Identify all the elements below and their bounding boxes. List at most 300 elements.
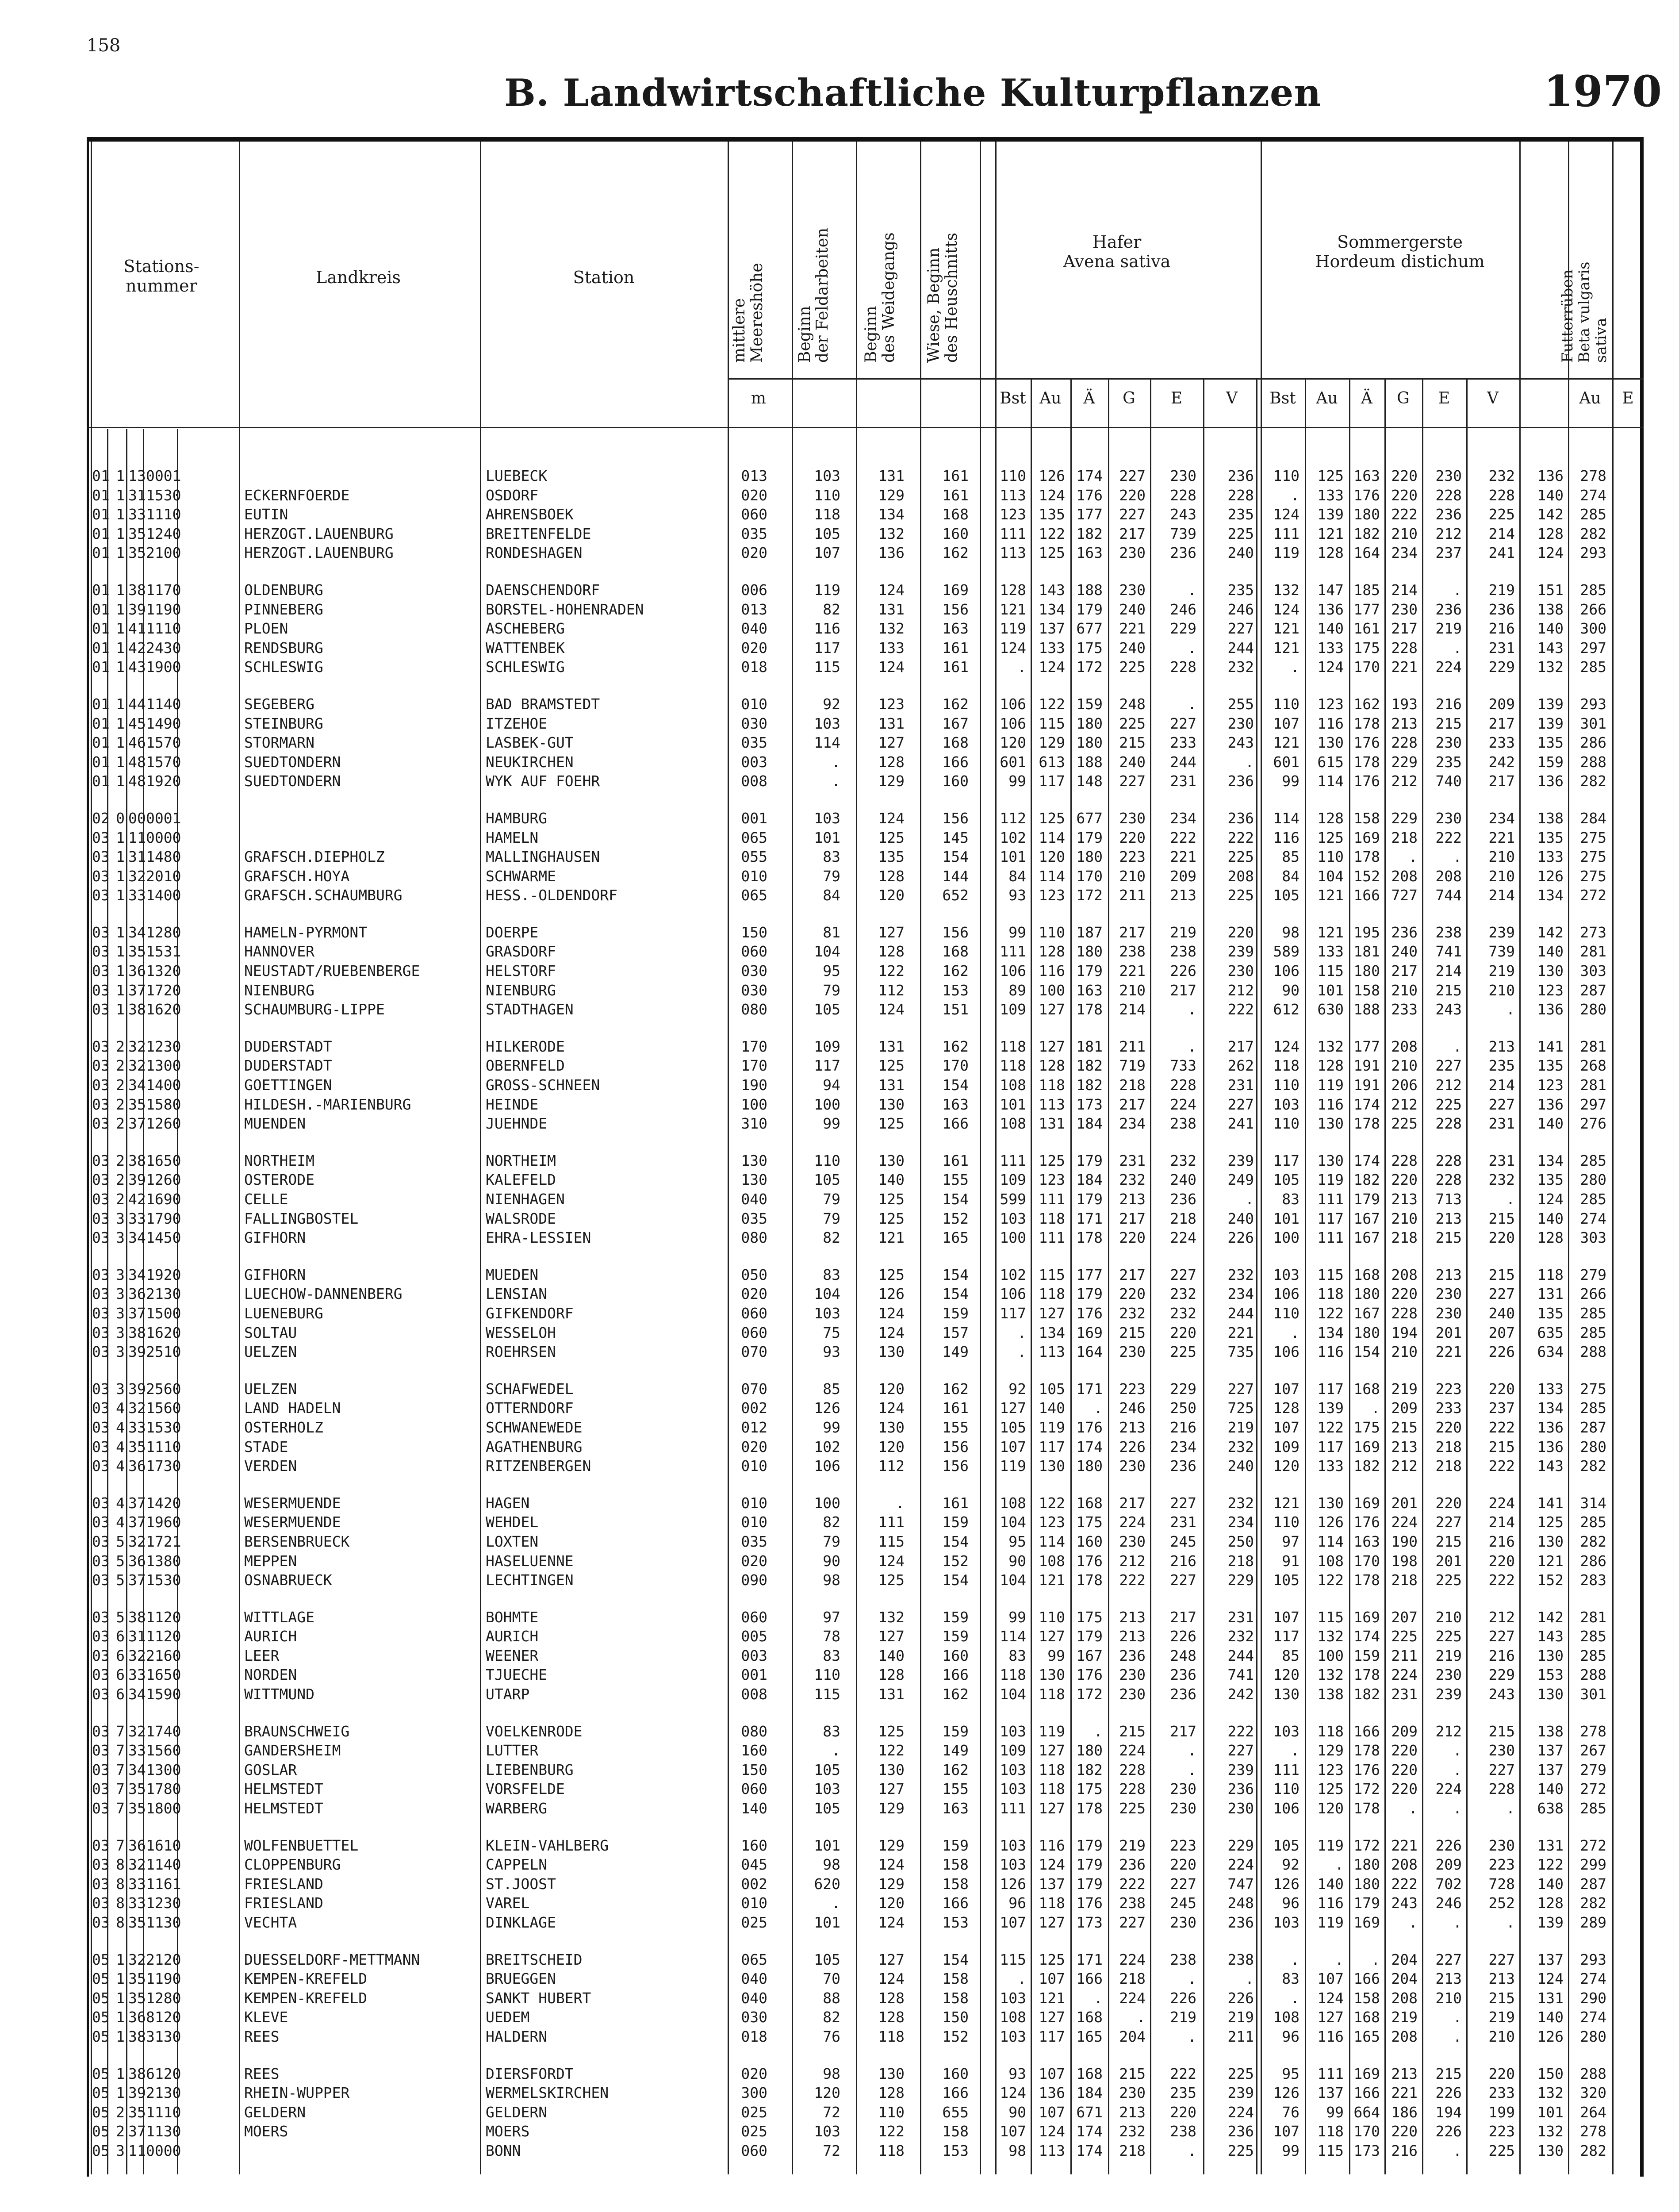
value-cell: 98 xyxy=(1008,2142,1026,2159)
value-cell: 158 xyxy=(942,1875,969,1893)
value-cell: 122 xyxy=(878,2123,905,2140)
value-cell: 109 xyxy=(814,1037,840,1055)
value-cell: 110 xyxy=(878,2103,905,2121)
station-number-cell: 1560 xyxy=(146,1399,181,1417)
station-number-cell: 03 xyxy=(92,848,110,866)
value-cell: 210 xyxy=(1391,1210,1418,1227)
value-cell: 228 xyxy=(1170,1076,1196,1094)
value-cell: 163 xyxy=(942,1095,969,1113)
value-cell: 285 xyxy=(1580,1399,1606,1417)
value-cell: 677 xyxy=(1076,620,1103,637)
value-cell: 231 xyxy=(1119,1152,1146,1169)
station-cell: WERMELSKIRCHEN xyxy=(486,2084,609,2102)
value-cell: 162 xyxy=(942,695,969,713)
landkreis-cell: SCHAUMBURG-LIPPE xyxy=(244,1001,385,1018)
station-number-cell: 1230 xyxy=(146,1037,181,1055)
value-cell: 218 xyxy=(1391,829,1418,846)
value-cell: 225 xyxy=(1435,1571,1462,1589)
station-number-cell: 34 xyxy=(128,1076,146,1094)
value-cell: 275 xyxy=(1580,1380,1606,1398)
value-cell: 159 xyxy=(1353,1647,1380,1664)
table-row xyxy=(0,1322,1679,1342)
station-cell: CAPPELN xyxy=(486,1856,548,1874)
station-number-cell: 41 xyxy=(128,620,146,637)
table-row xyxy=(0,657,1679,676)
value-cell: 180 xyxy=(1076,734,1103,752)
value-cell: 124 xyxy=(1537,1970,1564,1988)
landkreis-cell: LAND HADELN xyxy=(244,1399,341,1417)
value-cell: 96 xyxy=(1282,1894,1300,1912)
value-cell: 219 xyxy=(1391,2008,1418,2026)
value-cell: 227 xyxy=(1435,1951,1462,1968)
value-cell: 107 xyxy=(1000,1438,1026,1455)
value-cell: 172 xyxy=(1353,1836,1380,1854)
value-cell: 225 xyxy=(1391,1628,1418,1645)
value-cell: 217 xyxy=(1170,1722,1196,1740)
station-number-cell: 03 xyxy=(92,1190,110,1208)
station-number-cell: 1920 xyxy=(146,772,181,790)
value-cell: 281 xyxy=(1580,1608,1606,1626)
value-cell: 286 xyxy=(1580,734,1606,752)
landkreis-cell: DUDERSTADT xyxy=(244,1057,332,1075)
value-cell: 238 xyxy=(1227,1951,1254,1968)
landkreis-cell: WESERMUENDE xyxy=(244,1494,341,1512)
value-cell: 178 xyxy=(1353,1800,1380,1817)
value-cell: 117 xyxy=(1317,1380,1344,1398)
value-cell: 131 xyxy=(1039,1115,1065,1133)
value-cell: 127 xyxy=(1039,2008,1065,2026)
value-cell: 245 xyxy=(1170,1894,1196,1912)
landkreis-cell: CELLE xyxy=(244,1190,288,1208)
table-row xyxy=(0,618,1679,637)
page-year: 1970 xyxy=(1544,66,1662,116)
row-gap xyxy=(0,676,1679,694)
row-gap xyxy=(0,1703,1679,1721)
value-cell: 107 xyxy=(1273,1608,1300,1626)
value-cell: 140 xyxy=(1537,620,1564,637)
value-cell: 194 xyxy=(1435,2103,1462,2121)
value-cell: 120 xyxy=(878,1438,905,1455)
value-cell: 230 xyxy=(1170,1780,1196,1798)
landkreis-cell: RHEIN-WUPPER xyxy=(244,2084,350,2102)
table-row xyxy=(0,1684,1679,1703)
value-cell: 225 xyxy=(1170,1343,1196,1361)
value-cell: 212 xyxy=(1119,1552,1146,1570)
value-cell: 154 xyxy=(1353,1343,1380,1361)
value-cell: 655 xyxy=(942,2103,969,2121)
landkreis-cell: MEPPEN xyxy=(244,1552,297,1570)
value-cell: 671 xyxy=(1076,2103,1103,2121)
station-number-cell: 1 xyxy=(116,544,125,562)
station-number-cell: 1 xyxy=(116,981,125,999)
landkreis-cell: HAMELN-PYRMONT xyxy=(244,923,368,941)
value-cell: 224 xyxy=(1119,1951,1146,1968)
value-cell: 105 xyxy=(814,1951,840,1968)
value-cell: 204 xyxy=(1119,2028,1146,2045)
value-cell: 228 xyxy=(1391,639,1418,657)
value-cell: 124 xyxy=(878,1001,905,1018)
value-cell: 125 xyxy=(1039,1951,1065,1968)
value-cell: 176 xyxy=(1353,1513,1380,1531)
value-cell: 154 xyxy=(942,1076,969,1094)
station-number-cell: 2120 xyxy=(146,1951,181,1968)
value-cell: 230 xyxy=(1488,1742,1515,1759)
value-cell: 161 xyxy=(942,658,969,676)
station-number-cell: 1 xyxy=(116,486,125,504)
value-cell: 180 xyxy=(1353,1285,1380,1303)
value-cell: 124 xyxy=(878,581,905,599)
station-number-cell: 00 xyxy=(128,809,146,827)
value-cell: 236 xyxy=(1227,809,1254,827)
station-number-cell: 05 xyxy=(92,2065,110,2082)
table-row xyxy=(0,1283,1679,1303)
station-number-cell: 35 xyxy=(128,2103,146,2121)
value-cell: 119 xyxy=(1273,544,1300,562)
value-cell: 226 xyxy=(1170,1989,1196,2007)
value-cell: 173 xyxy=(1353,2142,1380,2159)
value-cell: 243 xyxy=(1170,506,1196,523)
value-cell: 240 xyxy=(1119,753,1146,771)
station-number-cell: 01 xyxy=(92,639,110,657)
value-cell: 020 xyxy=(741,639,767,657)
value-cell: 118 xyxy=(1039,1761,1065,1778)
station-number-cell: 1140 xyxy=(146,695,181,713)
station-number-cell: 1140 xyxy=(146,1856,181,1874)
value-cell: 115 xyxy=(1000,1951,1026,1968)
value-cell: 107 xyxy=(1273,2123,1300,2140)
station-number-cell: 2 xyxy=(116,1171,125,1189)
value-cell: 124 xyxy=(878,1914,905,1931)
value-cell: 216 xyxy=(1170,1552,1196,1570)
value-cell: 230 xyxy=(1170,1914,1196,1931)
value-cell: 215 xyxy=(1119,734,1146,752)
table-row xyxy=(0,1949,1679,1969)
value-cell: 127 xyxy=(1039,1742,1065,1759)
station-number-cell: 1 xyxy=(116,867,125,885)
landkreis-cell: NORDEN xyxy=(244,1666,297,1684)
value-cell: 166 xyxy=(942,753,969,771)
value-cell: 128 xyxy=(878,867,905,885)
station-number-cell: 44 xyxy=(128,695,146,713)
table-row xyxy=(0,1493,1679,1512)
landkreis-cell: OSNABRUECK xyxy=(244,1571,332,1589)
station-number-cell: 1 xyxy=(116,714,125,732)
station-number-cell: 1110 xyxy=(146,620,181,637)
value-cell: 241 xyxy=(1488,544,1515,562)
landkreis-cell: FALLINGBOSTEL xyxy=(244,1210,359,1227)
station-number-cell: 0001 xyxy=(146,809,181,827)
value-cell: 179 xyxy=(1076,1628,1103,1645)
value-cell: 280 xyxy=(1580,1001,1606,1018)
value-cell: 116 xyxy=(1273,829,1300,846)
value-cell: 287 xyxy=(1580,981,1606,999)
value-cell: 152 xyxy=(942,1552,969,1570)
value-cell: 286 xyxy=(1580,1552,1606,1570)
value-cell: 72 xyxy=(823,2142,840,2159)
value-cell: 138 xyxy=(1537,1722,1564,1740)
value-cell: 135 xyxy=(1537,1171,1564,1189)
value-cell: 136 xyxy=(1039,2084,1065,2102)
landkreis-cell: PLOEN xyxy=(244,620,288,637)
value-cell: 118 xyxy=(1039,1894,1065,1912)
value-cell: 719 xyxy=(1119,1057,1146,1075)
value-cell: 060 xyxy=(741,506,767,523)
value-cell: 128 xyxy=(878,753,905,771)
station-number-cell: 36 xyxy=(128,2008,146,2026)
value-cell: 252 xyxy=(1488,1894,1515,1912)
value-cell: 215 xyxy=(1391,1418,1418,1436)
value-cell: 110 xyxy=(1273,1304,1300,1322)
value-cell: 85 xyxy=(1282,1647,1300,1664)
value-cell: 250 xyxy=(1170,1399,1196,1417)
station-number-cell: 1 xyxy=(116,1951,125,1968)
value-cell: 245 xyxy=(1170,1532,1196,1550)
station-number-cell: 1610 xyxy=(146,1836,181,1854)
value-cell: 135 xyxy=(1039,506,1065,523)
station-number-cell: 03 xyxy=(92,1494,110,1512)
value-cell: 90 xyxy=(1008,1552,1026,1570)
value-cell: 006 xyxy=(741,581,767,599)
station-cell: GROSS-SCHNEEN xyxy=(486,1076,600,1094)
value-cell: 177 xyxy=(1076,506,1103,523)
table-row xyxy=(0,1721,1679,1740)
value-cell: 122 xyxy=(1537,1856,1564,1874)
value-cell: 222 xyxy=(1488,1457,1515,1475)
value-cell: 92 xyxy=(1008,1380,1026,1398)
value-cell: 127 xyxy=(878,923,905,941)
value-cell: 159 xyxy=(942,1628,969,1645)
station-number-cell: 2560 xyxy=(146,1380,181,1398)
value-cell: 101 xyxy=(1537,2103,1564,2121)
value-cell: 213 xyxy=(1435,1210,1462,1227)
value-cell: 010 xyxy=(741,1494,767,1512)
value-cell: 127 xyxy=(878,734,905,752)
value-cell: 240 xyxy=(1227,1210,1254,1227)
value-cell: 122 xyxy=(1039,695,1065,713)
value-cell: 121 xyxy=(1317,923,1344,941)
value-cell: 123 xyxy=(1039,1513,1065,1531)
value-cell: . xyxy=(1453,1914,1462,1931)
value-cell: 020 xyxy=(741,544,767,562)
value-cell: 180 xyxy=(1353,506,1380,523)
station-number-cell: 3 xyxy=(116,1210,125,1227)
value-cell: 274 xyxy=(1580,1970,1606,1988)
station-cell: GRASDORF xyxy=(486,943,556,960)
value-cell: 135 xyxy=(1537,829,1564,846)
value-cell: 140 xyxy=(1537,943,1564,960)
value-cell: 84 xyxy=(1282,867,1300,885)
value-cell: 211 xyxy=(1227,2028,1254,2045)
value-cell: 218 xyxy=(1170,1210,1196,1227)
station-number-cell: 32 xyxy=(128,1951,146,1968)
station-number-cell: 1800 xyxy=(146,1800,181,1817)
value-cell: 230 xyxy=(1119,809,1146,827)
value-cell: 232 xyxy=(1488,1171,1515,1189)
value-cell: 282 xyxy=(1580,525,1606,542)
value-cell: 95 xyxy=(1282,2065,1300,2082)
station-cell: UTARP xyxy=(486,1686,530,1703)
station-number-cell: 39 xyxy=(128,2084,146,2102)
value-cell: 080 xyxy=(741,1001,767,1018)
unit-meter: m xyxy=(751,389,767,407)
station-number-cell: 3 xyxy=(116,1343,125,1361)
table-row xyxy=(0,1988,1679,2007)
value-cell: 240 xyxy=(1391,943,1418,960)
value-cell: 154 xyxy=(942,1532,969,1550)
value-cell: 142 xyxy=(1537,506,1564,523)
value-cell: 130 xyxy=(1537,1532,1564,1550)
value-cell: 129 xyxy=(1039,734,1065,752)
value-cell: 226 xyxy=(1119,1438,1146,1455)
station-number-cell: 03 xyxy=(92,1438,110,1455)
value-cell: 131 xyxy=(1537,1836,1564,1854)
value-cell: 174 xyxy=(1076,2142,1103,2159)
value-cell: 209 xyxy=(1435,1856,1462,1874)
value-cell: 635 xyxy=(1537,1324,1564,1341)
value-cell: 020 xyxy=(741,486,767,504)
value-cell: 156 xyxy=(942,600,969,618)
station-number-cell: 4 xyxy=(116,1418,125,1436)
value-cell: . xyxy=(1188,1742,1196,1759)
station-number-cell: 32 xyxy=(128,1722,146,1740)
station-number-cell: 03 xyxy=(92,1285,110,1303)
value-cell: 118 xyxy=(1000,1037,1026,1055)
value-cell: 106 xyxy=(1000,1285,1026,1303)
value-cell: 107 xyxy=(1273,714,1300,732)
value-cell: 136 xyxy=(1317,600,1344,618)
value-cell: 139 xyxy=(1317,1399,1344,1417)
value-cell: 176 xyxy=(1353,772,1380,790)
value-cell: 136 xyxy=(1537,772,1564,790)
value-cell: 002 xyxy=(741,1399,767,1417)
value-cell: 228 xyxy=(1119,1780,1146,1798)
station-number-cell: 03 xyxy=(92,829,110,846)
value-cell: 212 xyxy=(1391,1457,1418,1475)
value-cell: 180 xyxy=(1076,714,1103,732)
value-cell: 220 xyxy=(1435,1494,1462,1512)
value-cell: 76 xyxy=(823,2028,840,2045)
value-cell: 230 xyxy=(1227,962,1254,980)
value-cell: 173 xyxy=(1076,1914,1103,1931)
station-number-cell: 2 xyxy=(116,1037,125,1055)
station-number-cell: 6 xyxy=(116,1647,125,1664)
value-cell: 225 xyxy=(1227,2065,1254,2082)
value-cell: 116 xyxy=(1317,1095,1344,1113)
value-cell: 140 xyxy=(741,1800,767,1817)
value-cell: 226 xyxy=(1227,1229,1254,1247)
station-number-cell: 7 xyxy=(116,1836,125,1854)
value-cell: 209 xyxy=(1391,1722,1418,1740)
value-cell: 92 xyxy=(1282,1856,1300,1874)
value-cell: 133 xyxy=(1317,639,1344,657)
value-cell: 120 xyxy=(1273,1457,1300,1475)
station-number-cell: 1 xyxy=(116,923,125,941)
value-cell: 130 xyxy=(1317,1494,1344,1512)
landkreis-cell: KLEVE xyxy=(244,2008,288,2026)
station-number-cell: 4 xyxy=(116,1513,125,1531)
value-cell: 111 xyxy=(1317,1229,1344,1247)
value-cell: 125 xyxy=(878,1722,905,1740)
value-cell: 117 xyxy=(1000,1304,1026,1322)
value-cell: 214 xyxy=(1488,1513,1515,1531)
value-cell: 114 xyxy=(1039,829,1065,846)
value-cell: 166 xyxy=(942,1666,969,1684)
value-cell: 215 xyxy=(1488,1266,1515,1283)
value-cell: 117 xyxy=(814,639,840,657)
value-cell: . xyxy=(1291,486,1300,504)
station-number-cell: 4 xyxy=(116,1399,125,1417)
value-cell: 229 xyxy=(1391,809,1418,827)
value-cell: 652 xyxy=(942,887,969,904)
value-cell: 226 xyxy=(1435,2123,1462,2140)
value-cell: 293 xyxy=(1580,1951,1606,1968)
value-cell: 178 xyxy=(1353,1666,1380,1684)
value-cell: 227 xyxy=(1170,1875,1196,1893)
value-cell: 241 xyxy=(1227,1115,1254,1133)
value-cell: 172 xyxy=(1076,1686,1103,1703)
value-cell: 210 xyxy=(1435,1608,1462,1626)
subheader-cell: Au xyxy=(1316,389,1338,407)
value-cell: 278 xyxy=(1580,2123,1606,2140)
value-cell: 272 xyxy=(1580,887,1606,904)
value-cell: 228 xyxy=(1488,486,1515,504)
value-cell: 115 xyxy=(1039,1266,1065,1283)
value-cell: 281 xyxy=(1580,1037,1606,1055)
value-cell: 163 xyxy=(942,620,969,637)
value-cell: 030 xyxy=(741,962,767,980)
station-number-cell: 1 xyxy=(116,848,125,866)
value-cell: 130 xyxy=(878,1418,905,1436)
value-cell: 126 xyxy=(814,1399,840,1417)
value-cell: 124 xyxy=(1039,658,1065,676)
value-cell: 140 xyxy=(1039,1399,1065,1417)
value-cell: 182 xyxy=(1076,1057,1103,1075)
station-number-cell: 03 xyxy=(92,1324,110,1341)
value-cell: 280 xyxy=(1580,1171,1606,1189)
value-cell: 217 xyxy=(1391,620,1418,637)
value-cell: 212 xyxy=(1435,1722,1462,1740)
value-cell: 230 xyxy=(1170,467,1196,484)
value-cell: 224 xyxy=(1119,1742,1146,1759)
station-number-cell: 01 xyxy=(92,714,110,732)
value-cell: 060 xyxy=(741,943,767,960)
station-number-cell: 03 xyxy=(92,1894,110,1912)
station-number-cell: 03 xyxy=(92,1608,110,1626)
value-cell: 238 xyxy=(1170,2123,1196,2140)
station-number-cell: 03 xyxy=(92,1761,110,1778)
subheader-cell: V xyxy=(1226,389,1238,407)
value-cell: 177 xyxy=(1353,1037,1380,1055)
table-row xyxy=(0,960,1679,980)
value-cell: 121 xyxy=(878,1229,905,1247)
value-cell: . xyxy=(1017,1324,1026,1341)
value-cell: 99 xyxy=(1047,1647,1065,1664)
station-number-cell: 1 xyxy=(116,639,125,657)
value-cell: 186 xyxy=(1391,2103,1418,2121)
station-number-cell: 03 xyxy=(92,887,110,904)
value-cell: 238 xyxy=(1119,943,1146,960)
table-row xyxy=(0,846,1679,866)
value-cell: 168 xyxy=(1353,1380,1380,1398)
value-cell: 103 xyxy=(1000,1210,1026,1227)
table-row xyxy=(0,732,1679,752)
value-cell: 166 xyxy=(1076,1970,1103,1988)
value-cell: 170 xyxy=(1076,867,1103,885)
value-cell: 225 xyxy=(1435,1095,1462,1113)
station-cell: DAENSCHENDORF xyxy=(486,581,600,599)
value-cell: 178 xyxy=(1353,1742,1380,1759)
station-number-cell: 1 xyxy=(116,581,125,599)
